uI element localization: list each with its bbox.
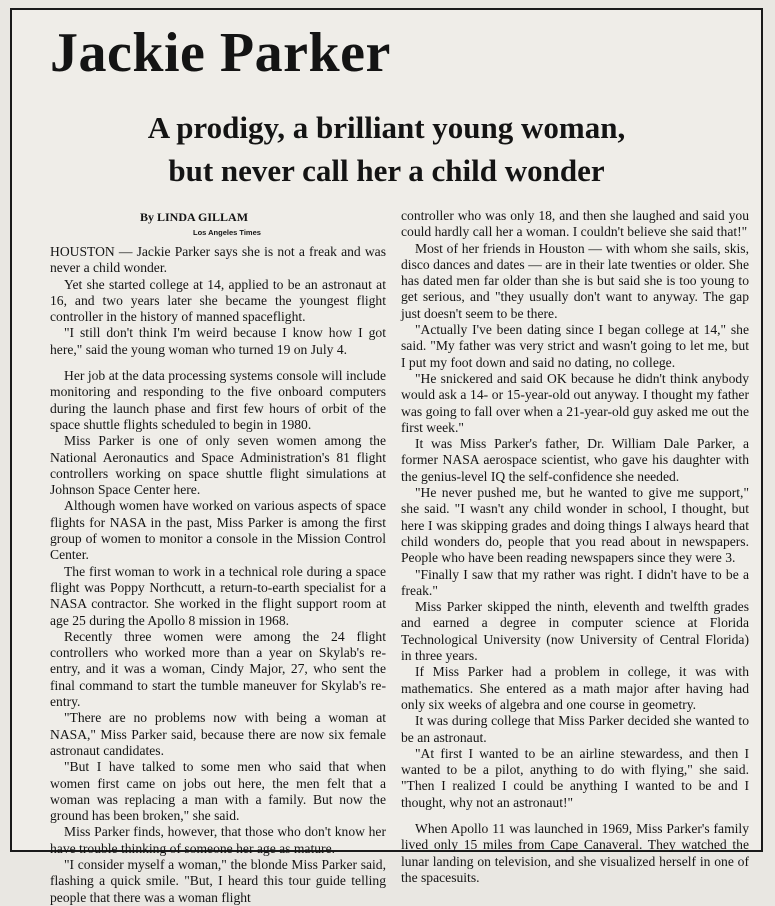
subheadline <box>12 106 761 192</box>
paragraph: "Actually I've been dating since I began college at 14," she said. "My father was very strict and wasn't going to let me, but I put my foot down and said no dating, no college. <box>401 322 749 370</box>
paragraph: Yet she started college at 14, applied to be an astronaut at 16, and two years later she became the youngest flight controller in the history of manned spaceflight. <box>50 276 386 325</box>
paragraph: Miss Parker skipped the ninth, eleventh and twelfth grades and earned a degree in computer science at Florida Technological University (now University of Central Florida) in three years. <box>401 599 749 664</box>
paragraph: HOUSTON — Jackie Parker says she is not a freak and was never a child wonder. <box>50 244 386 276</box>
subheadline-line-2: but never call her a child wonder <box>168 153 605 188</box>
paragraph: The first woman to work in a technical role during a space flight was Poppy Northcutt, a return-to-earth specialist for a NASA contractor. She worked in the flight support room at age 25 during the Apollo 8 mission in 1968. <box>50 563 386 628</box>
paragraph: "He never pushed me, but he wanted to give me support," she said. "I wasn't any child wonder in school, I thought, but here I was skipping grades and doing things I always heard that child wonders do, people that you read about in newspapers. People who have been reading newspapers since they were 3. <box>401 485 749 566</box>
paragraph: "At first I wanted to be an airline stewardess, and then I wanted to be a pilot, anything to do with flying," she said. "Then I realized I could be anything I wanted to be and I thought, why not an astronaut!" <box>401 745 749 810</box>
paragraph: Miss Parker finds, however, that those who don't know her have trouble thinking of someone her age as mature. <box>50 824 386 856</box>
paragraph: When Apollo 11 was launched in 1969, Miss Parker's family lived only 15 miles from Cape Canaveral. They watched the lunar landing on television, and she visualized herself in one of the spacesuits. <box>401 820 749 885</box>
article-column-left <box>50 244 386 906</box>
paragraph: If Miss Parker had a problem in college, it was with mathematics. She entered as a math major after having had only six weeks of algebra and one course in geometry. <box>401 664 749 712</box>
paragraph: "I consider myself a woman," the blonde Miss Parker said, flashing a quick smile. "But, I heard this tour guide telling people that there was a woman flight <box>50 856 386 905</box>
paragraph: Her job at the data processing systems console will include monitoring and responding to the five onboard computers during the launch phase and first few hours of orbit of the space shuttle flights scheduled to begin in 1980. <box>50 368 386 432</box>
subheadline-line-1: A prodigy, a brilliant young woman, <box>147 110 626 145</box>
paragraph: It was Miss Parker's father, Dr. William Dale Parker, a former NASA aerospace scientist, who gave his daughter with the genius-level IQ the self-confidence she needed. <box>401 436 749 484</box>
paragraph: "But I have talked to some men who said that when women first came on jobs out here, the men felt that a woman was replacing a man with a family. But now the ground has been broken," she said. <box>50 759 386 824</box>
byline: By LINDA GILLAM <box>140 210 249 224</box>
headline: Jackie Parker <box>50 22 391 84</box>
paragraph: Most of her friends in Houston — with whom she sails, skis, disco dances and dates — are in their late twenties or older. She has dated men far older than she is but said she is too young to get serious, and "they usually don't want to anyway. The gap just doesn't seem to be there. <box>401 240 749 321</box>
newspaper-clipping <box>10 8 763 905</box>
paragraph: controller who was only 18, and then she laughed and said you could hardly call her a woman. I couldn't believe she said that!" <box>401 208 749 240</box>
paragraph: "I still don't think I'm weird because I know how I got here," said the young woman who turned 19 on July 4. <box>50 325 386 357</box>
paragraph: "There are no problems now with being a woman at NASA," Miss Parker said, because there are now six female astronaut candidates. <box>50 710 386 758</box>
paragraph: Miss Parker is one of only seven women among the National Aeronautics and Space Administration's 81 flight controllers working on space shuttle flight simulations at Johnson Space Center here. <box>50 433 386 498</box>
paragraph: "He snickered and said OK because he didn't think anybody would ask a 14- or 15-year-old out anyway. I thought my father was going to fall over when a 21-year-old guy asked me out the first week." <box>401 370 749 435</box>
paragraph: Recently three women were among the 24 flight controllers who worked more than a year on Skylab's re-entry, and it was a woman, Cindy Major, 27, who sent the final command to start the tumble maneuver for Skylab's re-entry. <box>50 628 386 710</box>
paragraph: "Finally I saw that my rather was right. I didn't have to be a freak." <box>401 566 749 598</box>
paragraph: Although women have worked on various aspects of space flights for NASA in the past, Miss Parker is among the first group of women to monitor a console in the Mission Control Center. <box>50 498 386 563</box>
byline-credit: Los Angeles Times <box>193 228 261 237</box>
paragraph: It was during college that Miss Parker decided she wanted to be an astronaut. <box>401 713 749 745</box>
article-column-right <box>401 208 749 886</box>
